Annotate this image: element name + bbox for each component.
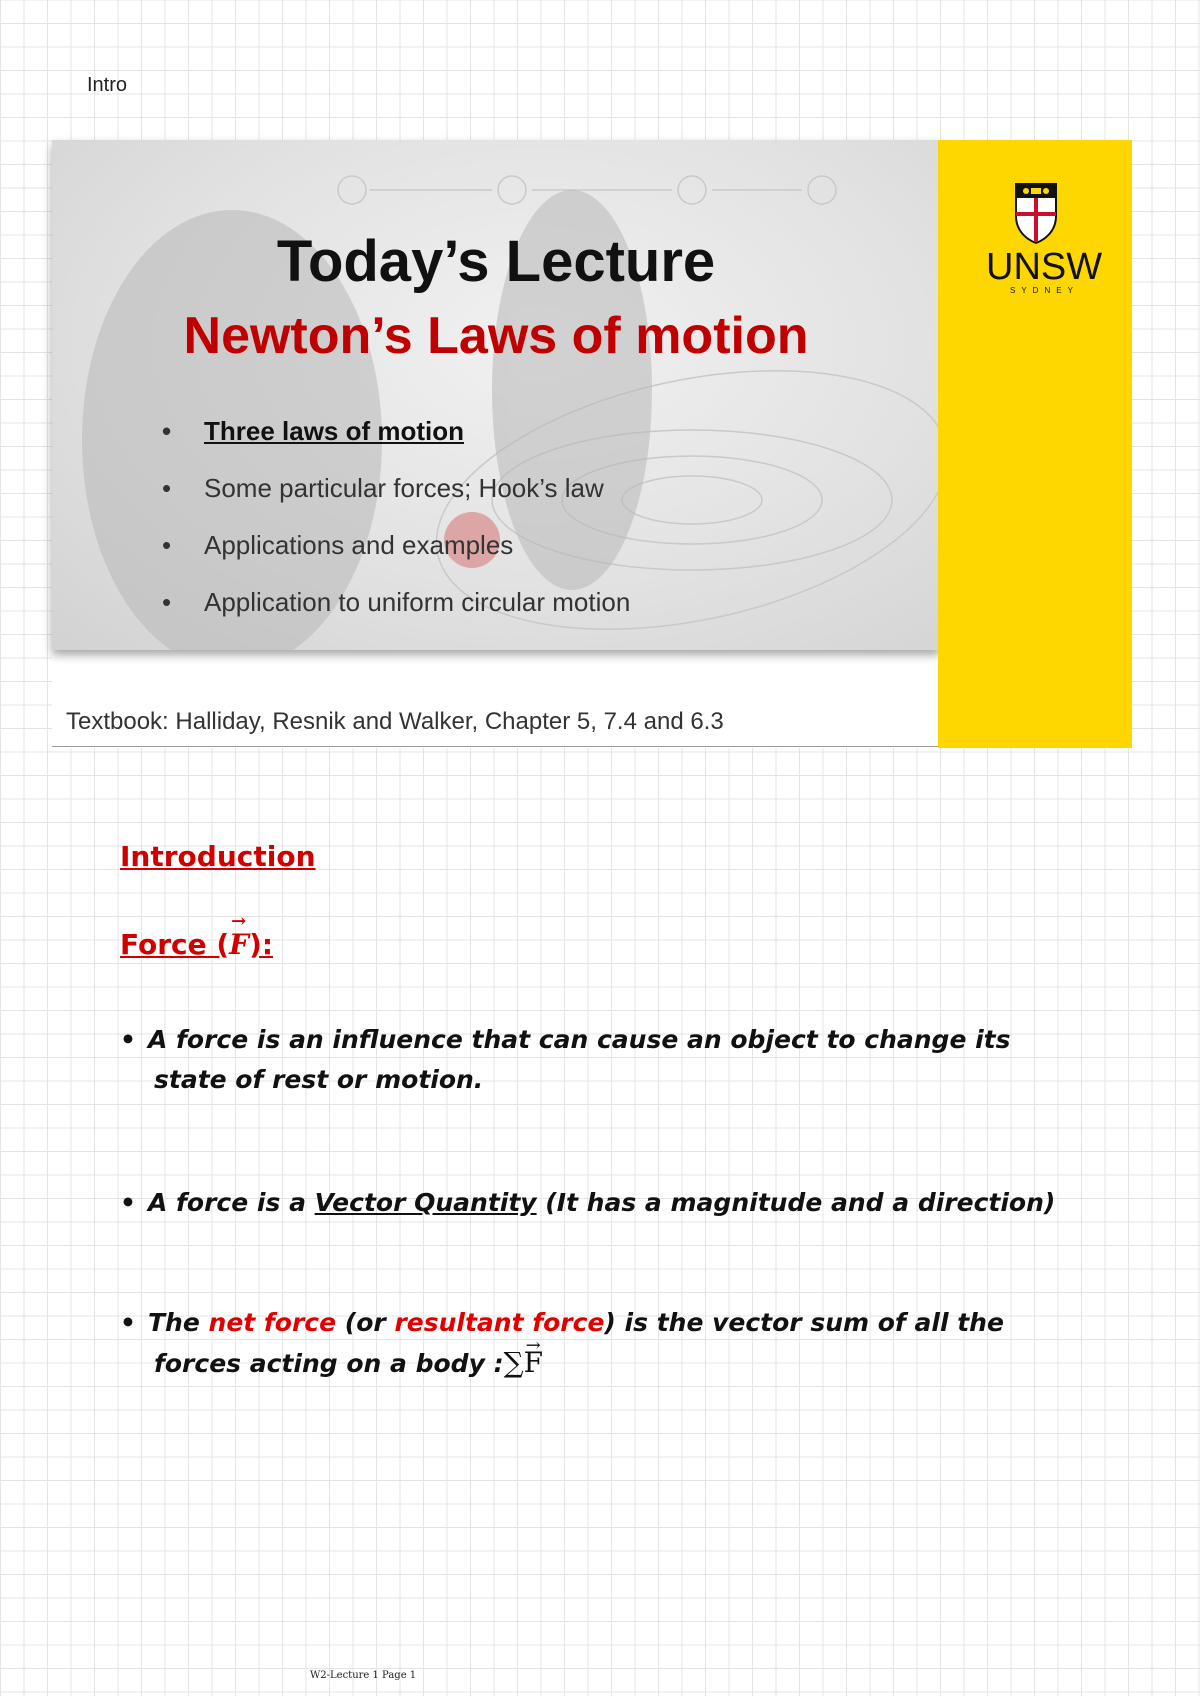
force-vector-symbol: → F xyxy=(524,1343,543,1383)
logo-subtitle: SYDNEY xyxy=(1010,286,1079,295)
slide-bullet-list xyxy=(112,416,630,644)
slide-bullet: • Application to uniform circular motion xyxy=(112,587,630,644)
note-line: state of rest or motion. xyxy=(154,1065,484,1094)
note-line xyxy=(120,1343,1100,1384)
crest-icon xyxy=(1014,182,1058,244)
slide-bullet: • Some particular forces; Hook’s law xyxy=(112,473,630,530)
unsw-logo xyxy=(986,182,1103,295)
page-label: Intro xyxy=(87,74,128,96)
slide-bullet: • Applications and examples xyxy=(112,530,630,587)
note-item xyxy=(120,1020,1100,1100)
net-force-term: net force xyxy=(208,1308,337,1337)
note-text: (It has a magnitude and a direction) xyxy=(536,1188,1056,1217)
slide-bullet: • Three laws of motion xyxy=(112,416,630,473)
bullet-icon: • xyxy=(120,1188,136,1217)
note-text: A force is a xyxy=(148,1188,315,1217)
logo-wordmark: UNSW xyxy=(986,246,1103,288)
sum-symbol: ∑ xyxy=(503,1346,524,1379)
introduction-heading: Introduction xyxy=(120,840,316,873)
force-heading-end: ): xyxy=(249,928,274,961)
note-item xyxy=(120,1183,1100,1223)
note-text: ) is the vector sum of all the xyxy=(604,1308,1004,1337)
force-vector-symbol: → F xyxy=(229,928,249,961)
brand-sidebar xyxy=(938,140,1132,748)
slide-divider xyxy=(52,746,938,747)
note-item xyxy=(120,1303,1100,1384)
lecture-slide xyxy=(52,140,1132,748)
slide-title: Today’s Lecture xyxy=(276,229,716,294)
force-heading xyxy=(120,928,273,961)
resultant-force-term: resultant force xyxy=(394,1308,605,1337)
bullet-icon: • xyxy=(120,1308,136,1337)
vector-quantity-term: Vector Quantity xyxy=(314,1188,537,1217)
note-text: (or xyxy=(336,1308,395,1337)
textbook-reference: Textbook: Halliday, Resnik and Walker, Chapter 5, 7.4 and 6.3 xyxy=(66,708,724,735)
note-text: The xyxy=(148,1308,209,1337)
bullet-icon: • xyxy=(120,1025,136,1054)
note-line: A force is an influence that can cause an object to change its xyxy=(148,1025,1011,1054)
slide-background xyxy=(52,140,940,650)
slide-subtitle: Newton’s Laws of motion xyxy=(183,307,809,365)
force-heading-text: Force ( xyxy=(120,928,230,961)
note-text: forces acting on a body : xyxy=(154,1349,504,1378)
page-footer: W2-Lecture 1 Page 1 xyxy=(310,1670,417,1681)
